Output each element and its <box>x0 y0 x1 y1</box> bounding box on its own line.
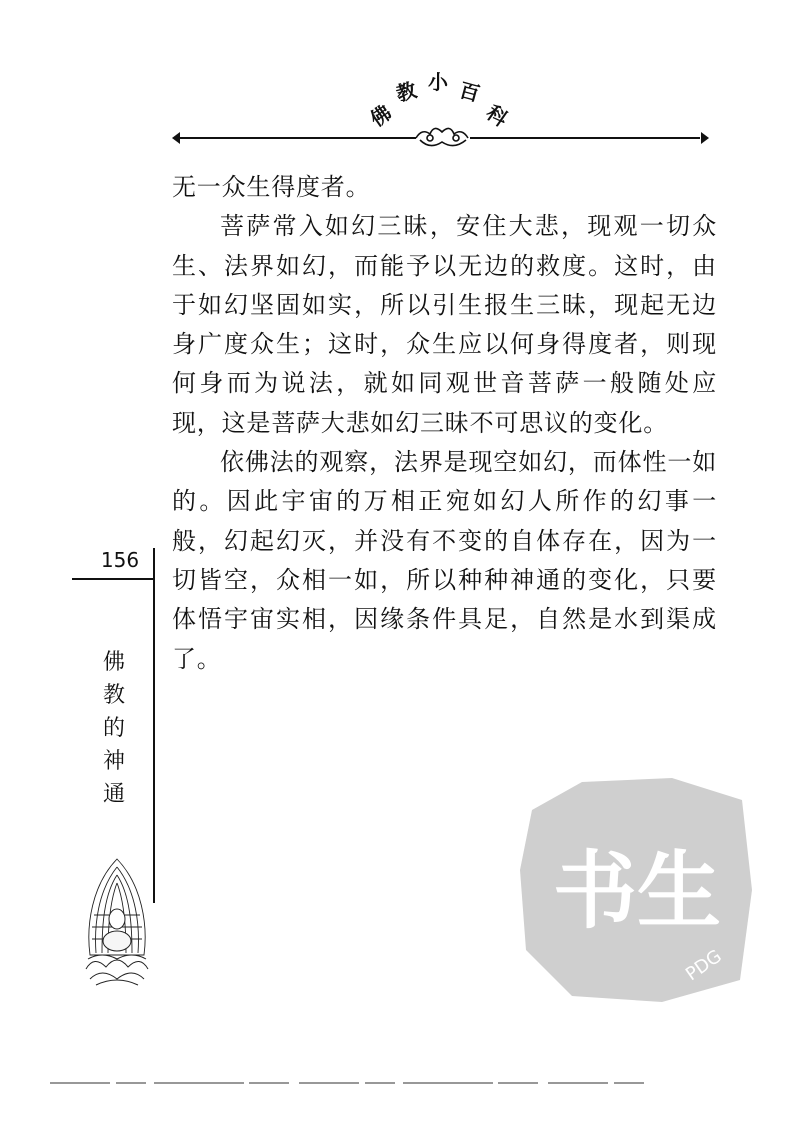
series-title-char-2: 教 <box>393 77 420 107</box>
buddha-lotus-icon <box>82 855 152 990</box>
bottom-scan-rule <box>50 1078 650 1088</box>
series-title-char-1: 佛 <box>365 100 396 132</box>
seal-watermark <box>512 770 762 1010</box>
body-paragraph-3: 依佛法的观察，法界是现空如幻，而体性一如的。因此宇宙的万相正宛如幻人所作的幻事一般，幻起幻灭，并没有不变的自体存在，因为一切皆空，众相一如，所以种种神通的变化，只要体悟宇宙实相，因缘条件具足，自然是水到渠成了。 <box>172 448 717 673</box>
chapter-title-vertical <box>100 646 128 811</box>
series-title-char-4: 百 <box>456 77 483 107</box>
chapter-title-char-4: 神 <box>102 749 125 774</box>
seal-text: 书生 <box>552 841 722 940</box>
series-title-char-5: 科 <box>482 100 513 132</box>
page-number: 156 <box>100 548 140 572</box>
chapter-title-char-2: 教 <box>102 683 125 708</box>
body-paragraph-1: 无一众生得度者。 <box>172 173 371 201</box>
margin-vertical-rule <box>153 548 155 903</box>
body-paragraph-2: 菩萨常入如幻三昧，安住大悲，现观一切众生、法界如幻，而能予以无边的救度。这时，由于如幻坚固如实，所以引生报生三昧，现起无边身广度众生；这时，众生应以何身得度者，则现何身而为说法，就如同观世音菩萨一般随处应现，这是菩萨大悲如幻三昧不可思议的变化。 <box>172 212 717 437</box>
page-number-rule <box>72 578 154 580</box>
chapter-title-char-3: 的 <box>102 716 125 741</box>
chapter-title-char-5: 通 <box>102 782 125 807</box>
body-text <box>172 168 717 679</box>
chapter-title-char-1: 佛 <box>102 650 125 675</box>
header-ornament-rule <box>168 118 713 158</box>
pdg-label: PDG <box>681 945 726 986</box>
series-title-char-3: 小 <box>428 70 448 94</box>
